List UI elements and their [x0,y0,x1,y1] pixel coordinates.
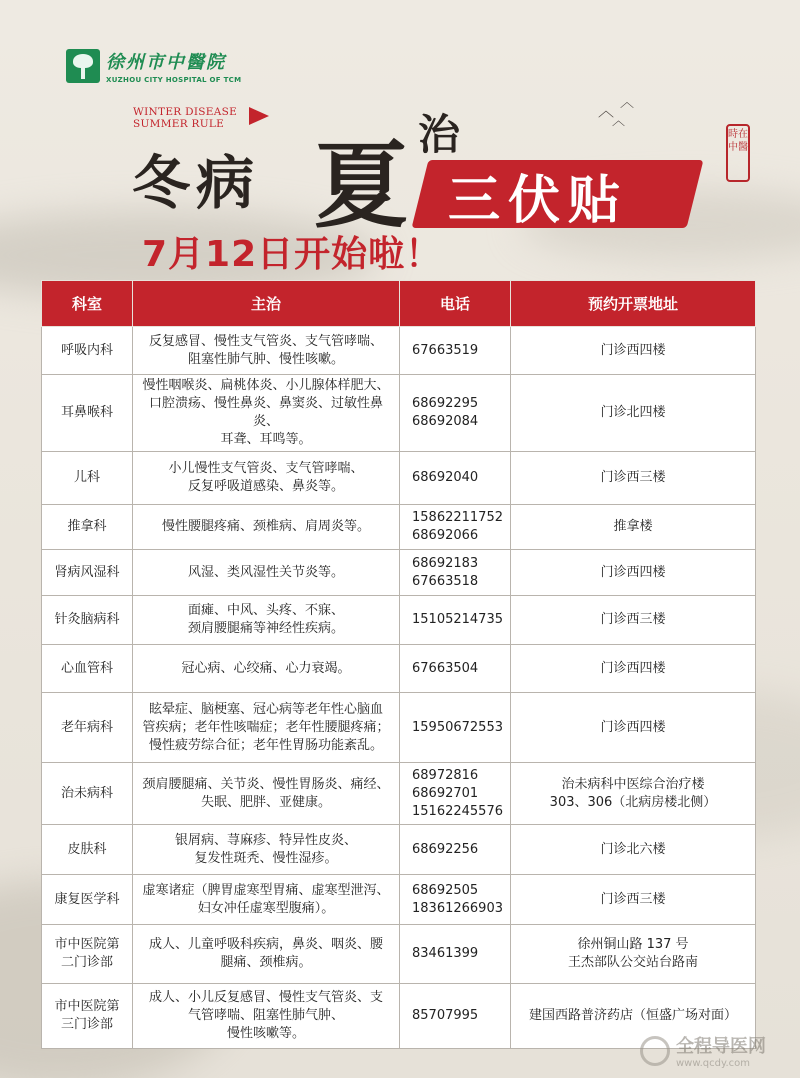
cell-address: 门诊北六楼 [511,825,756,875]
cell-dept: 针灸脑病科 [42,596,133,645]
cell-phone: 68972816 68692701 15162245576 [400,763,511,825]
bird-icon: ︿ [598,101,615,120]
table-row [42,825,756,875]
cell-treatment: 虚寒诸症（脾胃虚寒型胃痛、虚寒型泄泻、 妇女冲任虚寒型腹痛）。 [133,875,400,925]
start-date-banner: 7月12日开始啦！ [142,234,443,275]
cell-treatment: 慢性腰腿疼痛、颈椎病、肩周炎等。 [133,505,400,550]
cell-phone: 68692183 67663518 [400,550,511,596]
table-row [42,596,756,645]
table-row [42,693,756,763]
cell-phone: 15950672553 [400,693,511,763]
cell-phone: 68692040 [400,452,511,505]
cell-address: 门诊西四楼 [511,327,756,375]
table-row [42,875,756,925]
table-row [42,763,756,825]
header-phone: 电话 [400,281,511,327]
cell-treatment: 银屑病、荨麻疹、特异性皮炎、 复发性斑秃、慢性湿疹。 [133,825,400,875]
table-row [42,645,756,693]
header-dept: 科室 [42,281,133,327]
cell-phone: 15862211752 68692066 [400,505,511,550]
red-flag-icon [249,107,269,125]
cell-phone: 15105214735 [400,596,511,645]
seal-text: 時在中醫 [728,129,748,153]
watermark [640,1032,766,1069]
title-char-xia: 夏 [314,131,409,241]
cell-dept: 肾病风湿科 [42,550,133,596]
cell-treatment: 面瘫、中风、头疼、不寐、 颈肩腰腿痛等神经性疾病。 [133,596,400,645]
table-row [42,505,756,550]
cell-dept: 儿科 [42,452,133,505]
cell-treatment: 眩晕症、脑梗塞、冠心病等老年性心脑血 管疾病；老年性咳喘症；老年性腰腿疼痛； 慢性疲劳综合征；老年性胃肠功能紊乱。 [133,693,400,763]
cell-phone: 68692505 18361266903 [400,875,511,925]
cell-treatment: 慢性咽喉炎、扁桃体炎、小儿腺体样肥大、 口腔溃疡、慢性鼻炎、鼻窦炎、过敏性鼻炎、 耳聋、耳鸣等。 [133,375,400,452]
bird-icon: ︿ [612,114,626,129]
english-tagline-1: WINTER DISEASE [133,106,238,118]
cell-dept: 老年病科 [42,693,133,763]
title-char-bing: 病 [196,149,255,217]
table-header-row [42,281,756,327]
table-row [42,375,756,452]
bird-icon: ︿ [620,95,634,111]
header-address: 预约开票地址 [511,281,756,327]
cell-treatment: 成人、儿童呼吸科疾病，鼻炎、咽炎、腰 腿痛、颈椎病。 [133,925,400,984]
table-row [42,452,756,505]
cell-phone: 67663504 [400,645,511,693]
table-row [42,550,756,596]
cell-address: 门诊西四楼 [511,550,756,596]
watermark-name: 全程导医网 [676,1036,766,1057]
cell-phone: 83461399 [400,925,511,984]
cell-phone: 85707995 [400,984,511,1049]
cell-phone: 67663519 [400,327,511,375]
cell-address: 建国西路普济药店（恒盛广场对面） [511,984,756,1049]
cell-address: 治未病科中医综合治疗楼 303、306（北病房楼北侧） [511,763,756,825]
title-char-dong: 冬 [132,149,191,217]
treatment-schedule-table [41,280,756,1049]
cell-dept: 心血管科 [42,645,133,693]
cell-dept: 治未病科 [42,763,133,825]
cell-treatment: 反复感冒、慢性支气管炎、支气管哮喘、 阻塞性肺气肿、慢性咳嗽。 [133,327,400,375]
table-row [42,925,756,984]
table-row [42,327,756,375]
highlight-title: 三伏贴 [448,170,629,231]
watermark-url: www.qcdy.com [676,1058,751,1069]
cell-address: 门诊西三楼 [511,596,756,645]
cell-dept: 康复医学科 [42,875,133,925]
seal-stamp-icon [726,124,750,182]
cell-dept: 呼吸内科 [42,327,133,375]
cell-phone: 68692256 [400,825,511,875]
cell-address: 徐州铜山路 137 号 王杰部队公交站台路南 [511,925,756,984]
cell-dept: 耳鼻喉科 [42,375,133,452]
cell-dept: 市中医院第 三门诊部 [42,984,133,1049]
hospital-logo [66,48,241,84]
cell-dept: 皮肤科 [42,825,133,875]
cell-address: 门诊西四楼 [511,693,756,763]
cell-address: 门诊西四楼 [511,645,756,693]
cell-dept: 市中医院第 二门诊部 [42,925,133,984]
cell-treatment: 小儿慢性支气管炎、支气管哮喘、 反复呼吸道感染、鼻炎等。 [133,452,400,505]
table-body [42,327,756,1049]
hospital-name-en: XUZHOU CITY HOSPITAL OF TCM [106,76,242,84]
title-char-zhi: 治 [418,110,461,159]
hospital-name-cn: 徐州市中醫院 [106,52,226,73]
cell-address: 门诊西三楼 [511,452,756,505]
cell-phone: 68692295 68692084 [400,375,511,452]
cell-treatment: 成人、小儿反复感冒、慢性支气管炎、支 气管哮喘、阻塞性肺气肿、 慢性咳嗽等。 [133,984,400,1049]
cell-address: 门诊西三楼 [511,875,756,925]
cell-treatment: 冠心病、心绞痛、心力衰竭。 [133,645,400,693]
watermark-logo-icon [640,1036,670,1066]
cell-treatment: 风湿、类风湿性关节炎等。 [133,550,400,596]
tree-logo-icon [66,49,100,83]
header-treat: 主治 [133,281,400,327]
english-tagline-2: SUMMER RULE [133,118,225,130]
cell-dept: 推拿科 [42,505,133,550]
cell-address: 推拿楼 [511,505,756,550]
cell-treatment: 颈肩腰腿痛、关节炎、慢性胃肠炎、痛经、 失眠、肥胖、亚健康。 [133,763,400,825]
cell-address: 门诊北四楼 [511,375,756,452]
